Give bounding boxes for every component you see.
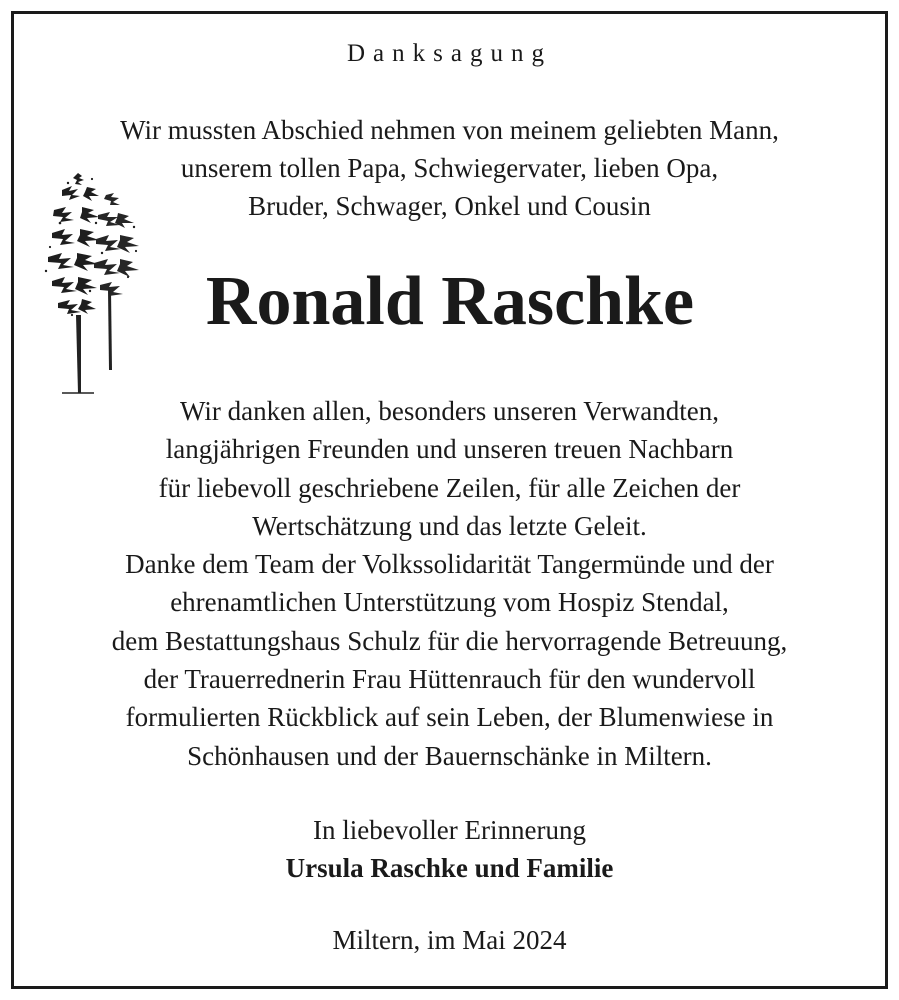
thanks-line: dem Bestattungshaus Schulz für die hervorragende Betreuung, <box>111 625 788 656</box>
signature: Ursula Raschke und Familie <box>285 853 614 883</box>
thanks-line: Danke dem Team der Volkssolidarität Tangermünde und der <box>125 549 774 580</box>
thanks-line: Wir danken allen, besonders unseren Verwandten, <box>180 396 719 426</box>
thanks-line: langjährigen Freunden und unseren treuen Nachbarn <box>165 434 734 465</box>
closing-block <box>0 811 899 887</box>
thanks-line: Wertschätzung und das letzte Geleit. <box>252 510 647 541</box>
deceased-name: Ronald Raschke <box>205 263 695 340</box>
memory-line: In liebevoller Erinnerung <box>313 815 586 845</box>
intro-line: Bruder, Schwager, Onkel und Cousin <box>248 191 651 221</box>
thanks-line: der Trauerrednerin Frau Hüttenrauch für den wundervoll <box>143 664 756 695</box>
intro-line: unserem tollen Papa, Schwiegervater, lieben Opa, <box>180 153 719 183</box>
notice-heading: Danksagung <box>347 40 552 67</box>
thanks-line: formulierten Rückblick auf sein Leben, der Blumenwiese in <box>125 702 774 733</box>
thanks-text <box>0 392 899 775</box>
thanks-line: Schönhausen und der Bauernschänke in Miltern. <box>187 740 712 771</box>
intro-line: Wir mussten Abschied nehmen von meinem geliebten Mann, <box>120 115 779 145</box>
thanks-line: für liebevoll geschriebene Zeilen, für alle Zeichen der <box>158 472 741 503</box>
place-date: Miltern, im Mai 2024 <box>332 925 567 955</box>
thanks-line: ehrenamtlichen Unterstützung vom Hospiz Stendal, <box>170 587 729 618</box>
